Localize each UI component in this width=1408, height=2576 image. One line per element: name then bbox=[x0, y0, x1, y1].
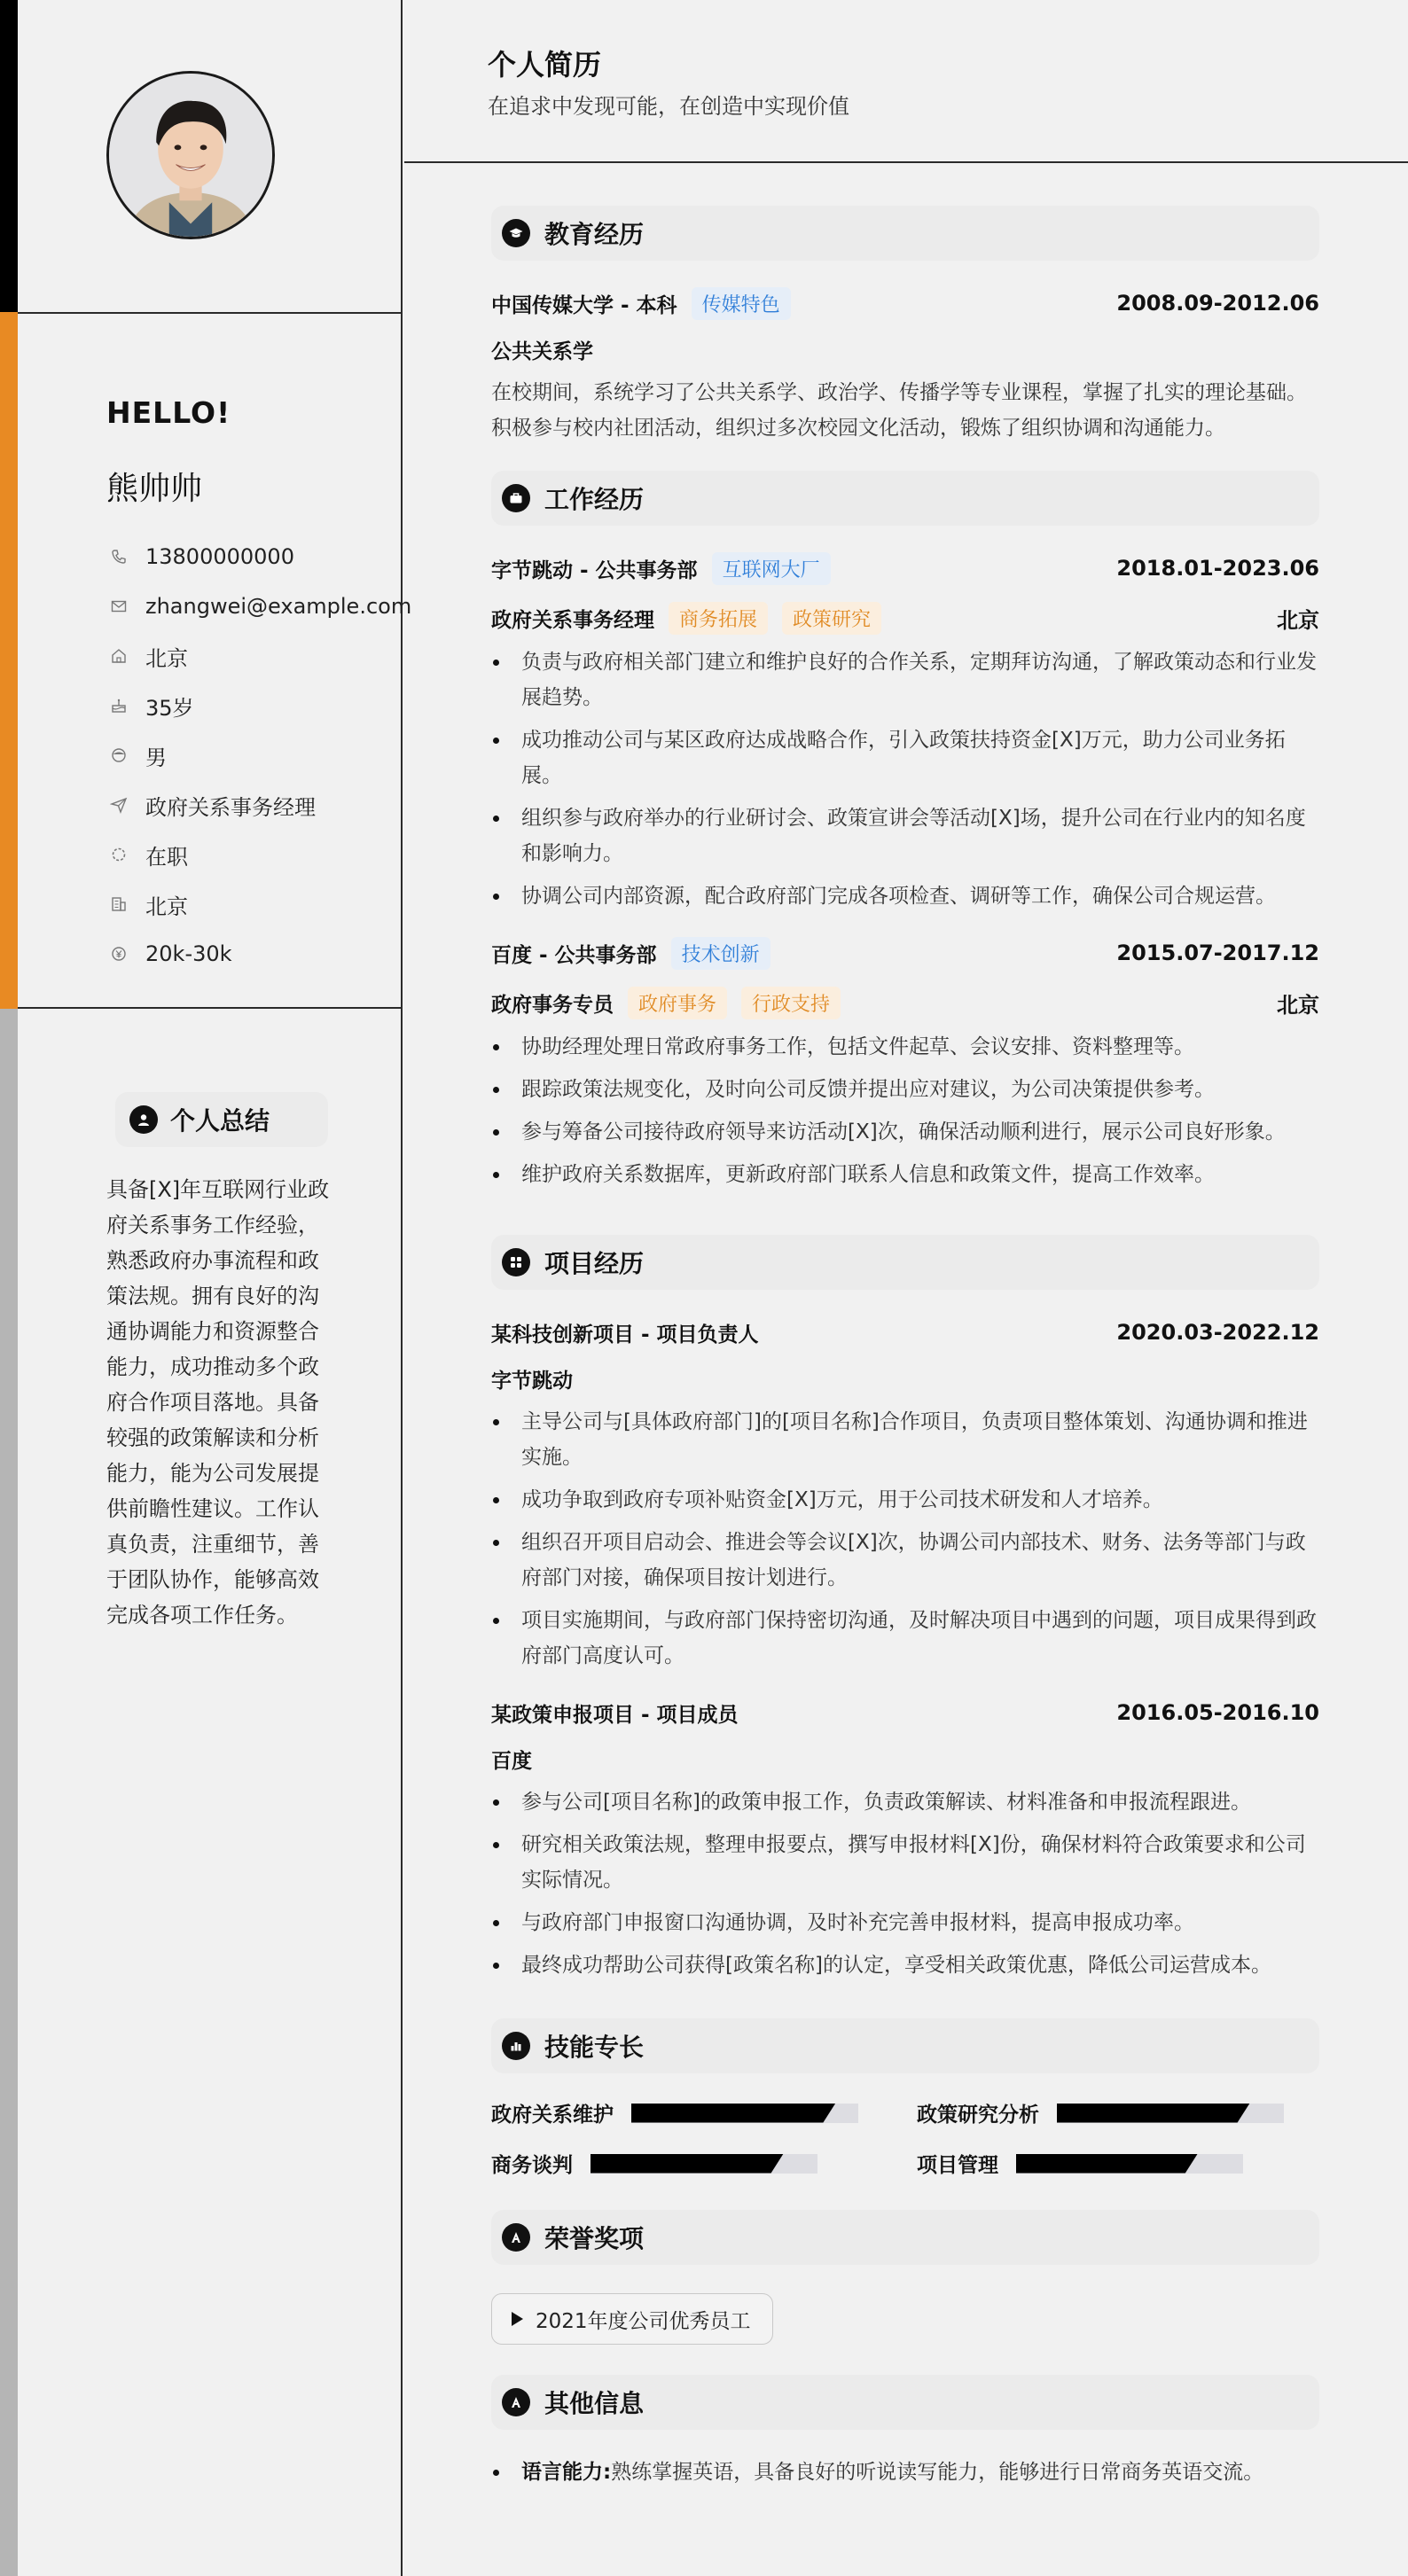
home-icon bbox=[108, 645, 129, 667]
projects-section bbox=[491, 1235, 1319, 1983]
project-date: 2020.03-2022.12 bbox=[1116, 1320, 1319, 1345]
project-bullets bbox=[491, 1404, 1319, 1674]
sidebar-divider bbox=[18, 1007, 403, 1009]
job-role-row bbox=[491, 985, 1319, 1020]
briefcase-icon bbox=[502, 484, 530, 512]
list-item: 参与筹备公司接待政府领导来访活动[X]次，确保活动顺利进行，展示公司良好形象。 bbox=[491, 1114, 1319, 1150]
hello-heading: HELLO! bbox=[106, 395, 231, 430]
project-entry bbox=[491, 1315, 1319, 1674]
skills-heading bbox=[491, 2018, 1319, 2073]
info-email bbox=[108, 582, 411, 631]
graduation-cap-icon bbox=[502, 219, 530, 247]
job-entry bbox=[491, 550, 1319, 914]
list-item bbox=[491, 2455, 1319, 2490]
salary-icon bbox=[108, 943, 129, 964]
skill-item bbox=[917, 2149, 1319, 2178]
company-tag: 技术创新 bbox=[671, 937, 770, 970]
gender-icon bbox=[108, 745, 129, 766]
list-item: 成功争取到政府专项补贴资金[X]万元，用于公司技术研发和人才培养。 bbox=[491, 1482, 1319, 1518]
work-heading bbox=[491, 471, 1319, 526]
role-tag: 政策研究 bbox=[782, 602, 881, 635]
skill-bar-fill bbox=[1016, 2154, 1198, 2174]
section-title: 荣誉奖项 bbox=[544, 2224, 645, 2253]
summary-heading bbox=[115, 1092, 328, 1147]
summary-title: 个人总结 bbox=[170, 1106, 270, 1136]
status-icon bbox=[108, 844, 129, 865]
skill-bar bbox=[1057, 2104, 1284, 2123]
other-section bbox=[491, 2375, 1319, 2490]
list-item: 参与公司[项目名称]的政策申报工作，负责政策解读、材料准备和申报流程跟进。 bbox=[491, 1784, 1319, 1820]
company-name: 字节跳动 - 公共事务部 bbox=[491, 558, 698, 582]
skill-name: 商务谈判 bbox=[491, 2154, 573, 2177]
project-entry bbox=[491, 1695, 1319, 1983]
section-title: 其他信息 bbox=[544, 2389, 645, 2418]
other-text: 熟练掌握英语，具备良好的听说读写能力，能够进行日常商务英语交流。 bbox=[611, 2461, 1264, 2484]
list-item: 主导公司与[具体政府部门]的[项目名称]合作项目，负责项目整体策划、沟通协调和推进实施。 bbox=[491, 1404, 1319, 1475]
sidebar-accent-orange bbox=[0, 312, 18, 1009]
info-age bbox=[108, 681, 411, 730]
list-item: 组织召开项目启动会、推进会等会议[X]次，协调公司内部技术、财务、法务等部门与政府部门对接，确保项目按计划进行。 bbox=[491, 1525, 1319, 1596]
list-item: 项目实施期间，与政府部门保持密切沟通，及时解决项目中遇到的问题，项目成果得到政府部门高度认可。 bbox=[491, 1603, 1319, 1674]
section-title: 项目经历 bbox=[544, 1249, 645, 1278]
project-bullets bbox=[491, 1784, 1319, 1983]
other-heading bbox=[491, 2375, 1319, 2430]
project-name: 某科技创新项目 - 项目负责人 bbox=[491, 1323, 759, 1347]
project-org: 百度 bbox=[491, 1750, 532, 1773]
project-header bbox=[491, 1695, 1319, 1730]
list-item: 协调公司内部资源，配合政府部门完成各项检查、调研等工作，确保公司合规运营。 bbox=[491, 878, 1319, 914]
person-name: 熊帅帅 bbox=[106, 471, 203, 507]
list-item: 负责与政府相关部门建立和维护良好的合作关系，定期拜访沟通，了解政策动态和行业发展趋势。 bbox=[491, 644, 1319, 715]
sidebar-accent-gray bbox=[0, 1009, 18, 2576]
phone-icon bbox=[108, 546, 129, 567]
skill-name: 项目管理 bbox=[917, 2154, 998, 2177]
job-city: 北京 bbox=[1277, 607, 1319, 633]
project-org: 字节跳动 bbox=[491, 1370, 573, 1393]
bar-chart-icon bbox=[502, 2032, 530, 2060]
skill-bar bbox=[631, 2104, 858, 2123]
list-item: 跟踪政策法规变化，及时向公司反馈并提出应对建议，为公司决策提供参考。 bbox=[491, 1072, 1319, 1107]
education-row bbox=[491, 285, 1319, 321]
play-icon bbox=[512, 2312, 523, 2326]
skill-item bbox=[917, 2098, 1319, 2127]
info-gender bbox=[108, 730, 411, 780]
job-date: 2018.01-2023.06 bbox=[1116, 556, 1319, 581]
sidebar-accent-black bbox=[0, 0, 18, 312]
education-description: 在校期间，系统学习了公共关系学、政治学、传播学等专业课程，掌握了扎实的理论基础。积极参与校内社团活动，组织过多次校园文化活动，锻炼了组织协调和沟通能力。 bbox=[491, 381, 1307, 440]
other-label: 语言能力: bbox=[521, 2461, 612, 2484]
job-entry bbox=[491, 935, 1319, 1192]
role-tag: 政府事务 bbox=[628, 987, 727, 1019]
list-item: 研究相关政策法规，整理申报要点，撰写申报材料[X]份，确保材料符合政策要求和公司实际情况。 bbox=[491, 1827, 1319, 1898]
other-list bbox=[491, 2455, 1319, 2490]
major-name: 公共关系学 bbox=[491, 340, 593, 363]
section-title: 教育经历 bbox=[544, 220, 645, 249]
info-city bbox=[108, 879, 411, 929]
skills-section bbox=[491, 2018, 1319, 2178]
page-subtitle: 在追求中发现可能，在创造中实现价值 bbox=[488, 94, 849, 119]
header-divider bbox=[404, 161, 1408, 163]
skill-bar-fill bbox=[591, 2154, 784, 2174]
summary-text: 具备[X]年互联网行业政府关系事务工作经验，熟悉政府办事流程和政策法规。拥有良好的沟通协调能力和资源整合能力，成功推动多个政府合作项目落地。具备较强的政策解读和分析能力，能为公司发展提供前瞻性建议。工作认真负责，注重细节，善于团队协作，能够高效完成各项工作任务。 bbox=[106, 1177, 330, 1628]
company-tag: 互联网大厂 bbox=[712, 552, 831, 585]
skill-name: 政府关系维护 bbox=[491, 2104, 614, 2127]
info-text: 北京 bbox=[145, 894, 188, 919]
list-item: 成功推动公司与某区政府达成战略合作，引入政策扶持资金[X]万元，助力公司业务拓展。 bbox=[491, 722, 1319, 793]
role-tag: 商务拓展 bbox=[669, 602, 768, 635]
send-icon bbox=[108, 794, 129, 816]
sidebar-divider bbox=[18, 312, 403, 314]
section-title: 工作经历 bbox=[544, 485, 645, 514]
project-name: 某政策申报项目 - 项目成员 bbox=[491, 1703, 739, 1727]
skill-bar-fill bbox=[1057, 2104, 1250, 2123]
info-status bbox=[108, 830, 411, 879]
page-title: 个人简历 bbox=[488, 48, 602, 82]
project-date: 2016.05-2016.10 bbox=[1116, 1700, 1319, 1725]
education-date: 2008.09-2012.06 bbox=[1116, 291, 1319, 316]
list-item: 维护政府关系数据库，更新政府部门联系人信息和政策文件，提高工作效率。 bbox=[491, 1157, 1319, 1192]
info-text: 政府关系事务经理 bbox=[145, 794, 316, 820]
info-text: 在职 bbox=[145, 844, 188, 870]
award-item bbox=[491, 2293, 773, 2345]
job-bullets bbox=[491, 644, 1319, 914]
building-icon bbox=[108, 894, 129, 915]
info-text: 13800000000 bbox=[145, 544, 294, 569]
education-heading bbox=[491, 206, 1319, 261]
list-item: 与政府部门申报窗口沟通协调，及时补充完善申报材料，提高申报成功率。 bbox=[491, 1905, 1319, 1940]
job-header bbox=[491, 935, 1319, 971]
info-text: 20k-30k bbox=[145, 941, 232, 966]
education-section bbox=[491, 206, 1319, 446]
sidebar bbox=[18, 0, 412, 2576]
job-bullets bbox=[491, 1029, 1319, 1192]
mail-icon bbox=[108, 596, 129, 617]
list-item: 协助经理处理日常政府事务工作，包括文件起草、会议安排、资料整理等。 bbox=[491, 1029, 1319, 1065]
awards-heading bbox=[491, 2210, 1319, 2265]
role-tag: 行政支持 bbox=[741, 987, 841, 1019]
job-header bbox=[491, 550, 1319, 586]
award-text: 2021年度公司优秀员工 bbox=[536, 2309, 751, 2333]
skill-bar-fill bbox=[631, 2104, 835, 2123]
skill-bar bbox=[1016, 2154, 1243, 2174]
company-name: 百度 - 公共事务部 bbox=[491, 943, 657, 967]
user-icon bbox=[129, 1105, 158, 1134]
projects-heading bbox=[491, 1235, 1319, 1290]
section-title: 技能专长 bbox=[544, 2033, 645, 2062]
work-section bbox=[491, 471, 1319, 1192]
list-item: 最终成功帮助公司获得[政策名称]的认定，享受相关政策优惠，降低公司运营成本。 bbox=[491, 1948, 1319, 1983]
cake-icon bbox=[108, 695, 129, 716]
job-city: 北京 bbox=[1277, 992, 1319, 1018]
skills-grid bbox=[491, 2098, 1319, 2178]
award-icon bbox=[502, 2223, 530, 2252]
resume-sections bbox=[491, 206, 1319, 2497]
skill-item bbox=[491, 2149, 917, 2178]
info-position bbox=[108, 780, 411, 830]
info-text: 35岁 bbox=[145, 695, 194, 721]
grid-icon bbox=[502, 1248, 530, 1276]
info-salary bbox=[108, 929, 411, 979]
info-phone bbox=[108, 532, 411, 582]
skill-item bbox=[491, 2098, 917, 2127]
skill-bar bbox=[591, 2154, 817, 2174]
contact-info-list bbox=[108, 532, 411, 979]
job-date: 2015.07-2017.12 bbox=[1116, 941, 1319, 965]
avatar bbox=[106, 71, 275, 239]
list-item: 组织参与政府举办的行业研讨会、政策宣讲会等活动[X]场，提升公司在行业内的知名度和影响力。 bbox=[491, 800, 1319, 871]
main-content bbox=[404, 0, 1408, 2576]
language-icon bbox=[502, 2388, 530, 2416]
info-text: 男 bbox=[145, 745, 167, 770]
job-role: 政府关系事务经理 bbox=[491, 608, 654, 632]
project-header bbox=[491, 1315, 1319, 1350]
job-role: 政府事务专员 bbox=[491, 993, 614, 1017]
school-tag: 传媒特色 bbox=[692, 287, 791, 320]
skill-name: 政策研究分析 bbox=[917, 2104, 1039, 2127]
awards-section bbox=[491, 2210, 1319, 2345]
job-role-row bbox=[491, 600, 1319, 636]
info-text: zhangwei@example.com bbox=[145, 594, 412, 619]
info-text: 北京 bbox=[145, 645, 188, 671]
info-location bbox=[108, 631, 411, 681]
school-name: 中国传媒大学 - 本科 bbox=[491, 293, 677, 317]
